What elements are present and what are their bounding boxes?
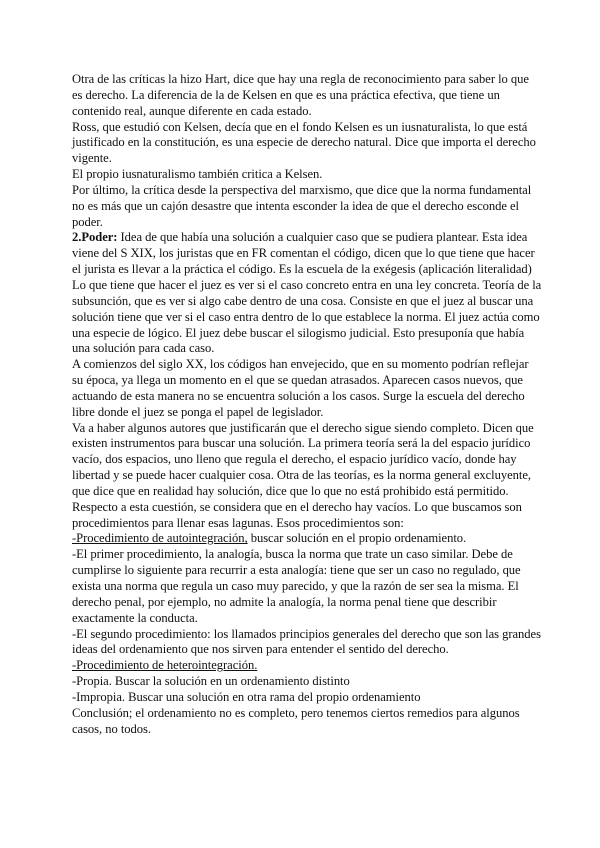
paragraph-poder xyxy=(72,230,542,357)
paragraph-marxismo: Por último, la crítica desde la perspectiva del marxismo, que dice que la norma fundamental no es más que un cajón desastre que intenta esconder la idea de que el derecho esconde el poder. xyxy=(72,182,532,229)
paragraph-autointegracion xyxy=(72,531,542,547)
paragraph-conclusion: Conclusión; el ordenamiento no es completo, pero tenemos ciertos remedios para algunos casos, no todos. xyxy=(72,705,520,736)
paragraph-propia: -Propia. Buscar la solución en un ordenamiento distinto xyxy=(72,674,350,689)
paragraph-heterointegracion xyxy=(72,658,542,674)
paragraph-lagunas: Respecto a esta cuestión, se considera que en el derecho hay vacíos. Lo que buscamos son procedimientos para llenar esas lagunas. Esos procedimientos son: xyxy=(72,499,522,530)
document-body xyxy=(72,72,542,737)
paragraph-analogia: -El primer procedimiento, la analogía, busca la norma que trate un caso similar. Debe de cumplirse lo siguiente para recurrir a esta analogía: tiene que ser un caso no regulado, que exista una norma que regula un caso muy parecido, y que la razón de ser sea la misma. El derecho penal, por ejemplo, no admite la analogía, la norma penal tiene que describir exactamente la conducta. xyxy=(72,547,521,625)
heterointegracion-label: -Procedimiento de heterointegración. xyxy=(72,658,258,673)
paragraph-impropia: -Impropia. Buscar una solución en otra rama del propio ordenamiento xyxy=(72,689,421,704)
paragraph-ross: Ross, que estudió con Kelsen, decía que en el fondo Kelsen es un iusnaturalista, lo que está justificado en la constitución, es una especie de derecho natural. Dice que importa el derecho vigente. xyxy=(72,119,536,166)
paragraph-principios: -El segundo procedimiento: los llamados principios generales del derecho que son las grandes ideas del ordenamiento que nos sirven para entender el sentido del derecho. xyxy=(72,626,541,657)
paragraph-hart: Otra de las críticas la hizo Hart, dice que hay una regla de reconocimiento para saber lo que es derecho. La diferencia de la de Kelsen en que es una práctica efectiva, que tiene un contenido real, aunque diferente en cada estado. xyxy=(72,72,529,118)
section-text-poder: Idea de que había una solución a cualquier caso que se pudiera plantear. Esta idea viene del S XIX, los juristas que en FR comentan el código, dicen que lo que tiene que hacer el jurista es llevar a la práctica el código. Es la escuela de la exégesis (aplicación literalidad) Lo que tiene que hacer el juez es ver si el caso concreto entra en una ley concreta. Teoría de la subsunción, que es ver si algo cabe dentro de una cosa. Consiste en que el juez al buscar una solución tiene que ver si el caso entra dentro de lo que establece la norma. El juez actúa como una especie de lógico. El juez debe buscar el silogismo judicial. Esto presuponía que había una solución para cada caso. xyxy=(72,230,542,356)
paragraph-iusnaturalismo: El propio iusnaturalismo también critica a Kelsen. xyxy=(72,167,323,182)
autointegracion-label: -Procedimiento de autointegración, xyxy=(72,531,248,546)
paragraph-siglo-xx: A comienzos del siglo XX, los códigos han envejecido, que en su momento podrían reflejar su época, ya llega un momento en el que se quedan atrasados. Aparecen casos nuevos, que actuando de esta manera no se encuentra solución a los casos. Surge la escuela del derecho libre donde el juez se ponga el papel de legislador. xyxy=(72,357,529,419)
section-heading-poder: 2.Poder: xyxy=(72,230,118,245)
autointegracion-text: buscar solución en el propio ordenamiento. xyxy=(247,531,467,546)
paragraph-autores: Va a haber algunos autores que justificarán que el derecho sigue siendo completo. Dicen que existen instrumentos para buscar una solución. La primera teoría será la del espacio jurídico vacío, dos espacios, uno lleno que regula el derecho, el espacio jurídico vacío, donde hay libertad y se puede hacer cualquier cosa. Otra de las teorías, es la norma general excluyente, que dice que en realidad hay solución, dice que lo que no está prohibido está permitido. xyxy=(72,420,534,498)
